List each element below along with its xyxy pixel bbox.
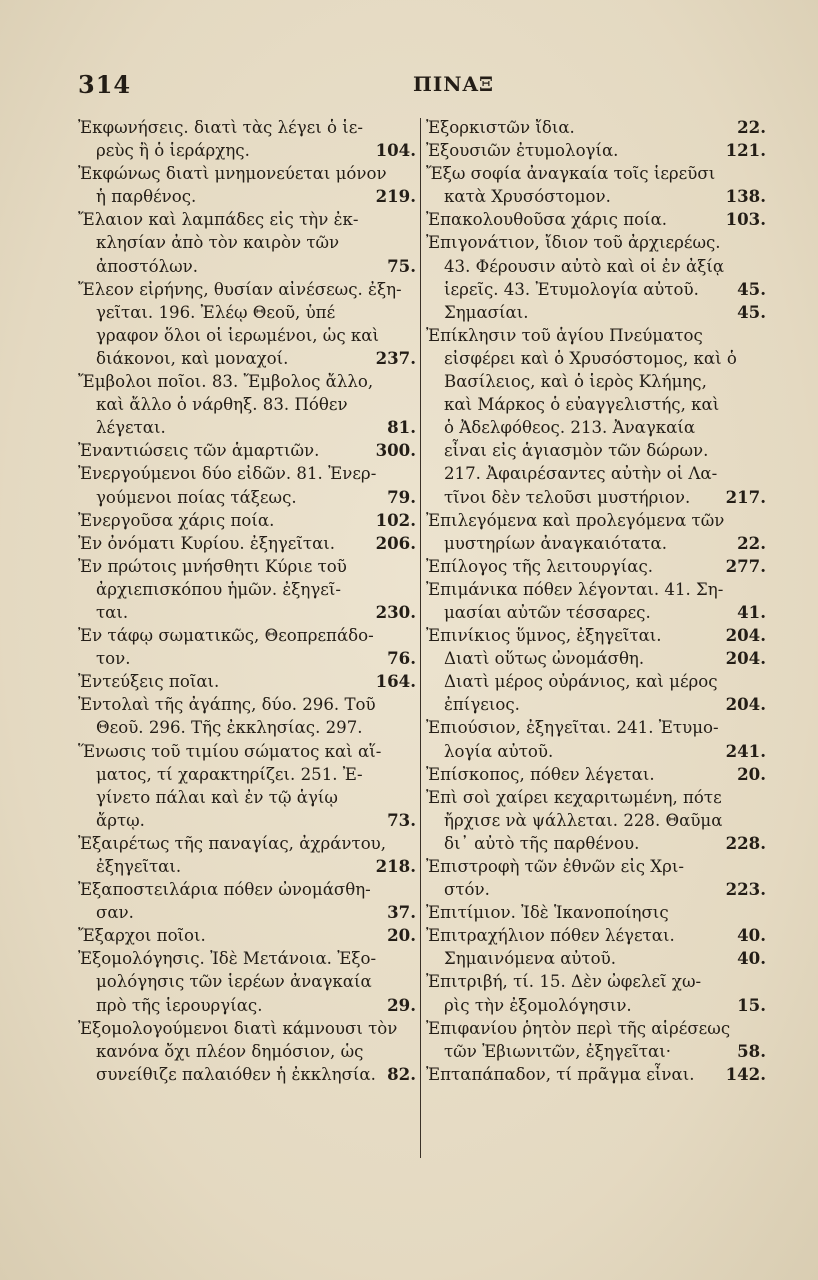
entry-text: Ἐνεργούμενοι δύο εἰδῶν. 81. Ἐνερ-	[78, 464, 377, 484]
page-reference: 103.	[725, 209, 766, 230]
index-entry	[426, 324, 766, 509]
entry-text: Διατὶ οὕτως ὠνομάσθη.	[444, 649, 645, 669]
entry-text: λογία αὐτοῦ.	[444, 741, 554, 761]
entry-line	[78, 924, 416, 947]
index-entry	[78, 740, 416, 832]
entry-text: Ἐπιφανίου ῥητὸν περὶ τῆς αἱρέσεως	[426, 1018, 731, 1038]
entry-text: μασίαι αὐτῶν τέσσαρες.	[444, 602, 651, 622]
index-entry	[426, 509, 766, 555]
page-reference: 277.	[725, 555, 766, 576]
page-reference: 164.	[375, 671, 416, 692]
page-reference: 76.	[387, 648, 416, 669]
index-column-right	[426, 116, 766, 1086]
entry-line	[78, 301, 416, 324]
entry-text: 217. Ἀφαιρέσαντες αὐτὴν οἱ Λα-	[444, 464, 718, 484]
entry-line	[78, 832, 416, 855]
entry-text: Ἐντεύξεις ποῖαι.	[78, 672, 220, 692]
entry-text: Ἐντολαὶ τῆς ἀγάπης, δύο. 296. Τοῦ	[78, 695, 376, 715]
entry-line	[78, 670, 416, 693]
entry-line	[78, 624, 416, 647]
index-entry	[426, 231, 766, 323]
entry-line	[426, 1040, 766, 1063]
entry-line	[78, 970, 416, 993]
entry-text: Ἐπινίκιος ὕμνος, ἐξηγεῖται.	[426, 626, 662, 646]
entry-line	[78, 740, 416, 763]
running-title: ΠΙΝΑΞ	[413, 72, 495, 96]
index-entry	[426, 970, 766, 1016]
entry-text: τῖνοι δὲν τελοῦσι μυστήριον.	[444, 487, 691, 507]
entry-text: μολόγησις τῶν ἱερέων ἀναγκαία	[96, 972, 372, 992]
entry-line	[78, 255, 416, 278]
entry-text: Ἐπίκλησιν τοῦ ἁγίου Πνεύματος	[426, 325, 703, 345]
entry-text: Ἐπιτραχήλιον πόθεν λέγεται.	[426, 926, 675, 946]
entry-text: Ἐπίλογος τῆς λειτουργίας.	[426, 556, 654, 576]
page-reference: 206.	[375, 532, 416, 553]
entry-text: στόν.	[444, 880, 490, 900]
page-reference: 29.	[387, 994, 416, 1015]
entry-line	[78, 947, 416, 970]
page-reference: 237.	[375, 347, 416, 368]
entry-text: Ἐπίσκοπος, πόθεν λέγεται.	[426, 764, 655, 784]
entry-line	[426, 809, 766, 832]
entry-line	[426, 162, 766, 185]
page-reference: 81.	[387, 417, 416, 438]
entry-line	[426, 116, 766, 139]
entry-line	[78, 1040, 416, 1063]
index-entry	[78, 924, 416, 947]
entry-line	[426, 601, 766, 624]
entry-line	[426, 901, 766, 924]
page-reference: 79.	[387, 486, 416, 507]
entry-line	[78, 855, 416, 878]
entry-text: Ἐξαποστειλάρια πόθεν ὠνομάσθη-	[78, 880, 371, 900]
index-entry	[78, 370, 416, 439]
entry-line	[78, 994, 416, 1017]
page-reference: 104.	[375, 140, 416, 161]
page-reference: 40.	[737, 948, 766, 969]
entry-text: Ἐν τάφῳ σωματικῶς, Θεοπρεπάδο-	[78, 626, 374, 646]
entry-line	[78, 901, 416, 924]
page-reference: 204.	[725, 625, 766, 646]
entry-text: Ἐν ὀνόματι Κυρίου. ἐξηγεῖται.	[78, 533, 336, 553]
entry-text: εἰσφέρει καὶ ὁ Χρυσόστομος, καὶ ὁ	[444, 348, 737, 368]
page-reference: 20.	[387, 925, 416, 946]
entry-line	[78, 439, 416, 462]
entry-text: διάκονοι, καὶ μοναχοί.	[96, 348, 289, 368]
entry-line	[426, 578, 766, 601]
page-reference: 45.	[737, 301, 766, 322]
index-entry	[426, 116, 766, 139]
entry-line	[426, 509, 766, 532]
entry-text: Ἔλαιον καὶ λαμπάδες εἰς τὴν ἐκ-	[78, 210, 359, 230]
entry-line	[78, 462, 416, 485]
index-entry	[426, 578, 766, 624]
entry-line	[78, 486, 416, 509]
entry-line	[78, 532, 416, 555]
page-reference: 45.	[737, 278, 766, 299]
index-entry	[78, 462, 416, 508]
entry-line	[426, 231, 766, 254]
index-entry	[78, 624, 416, 670]
entry-line	[426, 555, 766, 578]
entry-text: Ἐπὶ σοὶ χαίρει κεχαριτωμένη, πότε	[426, 787, 722, 807]
index-entry	[78, 208, 416, 277]
page-reference: 228.	[725, 832, 766, 853]
index-entry	[426, 139, 766, 162]
entry-text: ἡ παρθένος.	[96, 187, 197, 207]
entry-line	[426, 370, 766, 393]
entry-text: Ἔξαρχοι ποῖοι.	[78, 926, 206, 946]
entry-text: ἐπίγειος.	[444, 695, 520, 715]
index-entry	[426, 208, 766, 231]
entry-line	[426, 624, 766, 647]
page-reference: 204.	[725, 694, 766, 715]
page-reference: 40.	[737, 925, 766, 946]
entry-text: 43. Φέρουσιν αὐτὸ καὶ οἱ ἐν ἀξίᾳ	[444, 256, 725, 276]
index-entry	[426, 786, 766, 855]
index-entry	[78, 439, 416, 462]
entry-text: Ἐνεργοῦσα χάρις ποία.	[78, 510, 275, 530]
entry-text: Ἐπιλεγόμενα καὶ προλεγόμενα τῶν	[426, 510, 725, 530]
entry-text: Ἐπιτριβή, τί. 15. Δὲν ὠφελεῖ χω-	[426, 972, 702, 992]
entry-line	[426, 324, 766, 347]
index-entry	[426, 162, 766, 208]
entry-line	[78, 278, 416, 301]
index-entry	[78, 878, 416, 924]
entry-text: Ἔλεον εἰρήνης, θυσίαν αἰνέσεως. ἐξη-	[78, 279, 402, 299]
page-reference: 219.	[375, 186, 416, 207]
entry-line	[426, 1017, 766, 1040]
index-entry	[78, 693, 416, 739]
entry-line	[426, 647, 766, 670]
page-reference: 75.	[387, 255, 416, 276]
entry-text: μυστηρίων ἀναγκαιότατα.	[444, 533, 668, 553]
entry-text: Ἐπιούσιον, ἐξηγεῖται. 241. Ἐτυμο-	[426, 718, 719, 738]
entry-text: ἱερεῖς. 43. Ἐτυμολογία αὐτοῦ.	[444, 279, 699, 299]
page-reference: 204.	[725, 648, 766, 669]
index-entry	[426, 1063, 766, 1086]
entry-line	[426, 462, 766, 485]
page-reference: 15.	[737, 994, 766, 1015]
page-reference: 138.	[725, 186, 766, 207]
entry-text: κανόνα ὄχι πλέον δημόσιον, ὡς	[96, 1041, 364, 1061]
entry-line	[426, 1063, 766, 1086]
entry-line	[78, 208, 416, 231]
entry-line	[426, 716, 766, 739]
index-entry	[78, 278, 416, 370]
page-reference: 218.	[375, 856, 416, 876]
entry-text: γίνετο πάλαι καὶ ἐν τῷ ἁγίῳ	[96, 787, 338, 807]
entry-line	[426, 994, 766, 1017]
page-reference: 58.	[737, 1040, 766, 1061]
entry-line	[426, 855, 766, 878]
entry-line	[426, 139, 766, 162]
page-reference: 73.	[387, 809, 416, 830]
index-entry	[426, 763, 766, 786]
entry-text: ἤρχισε νὰ ψάλλεται. 228. Θαῦμα	[444, 810, 723, 830]
entry-text: Ἐξουσιῶν ἐτυμολογία.	[426, 141, 619, 161]
entry-text: Θεοῦ. 296. Τῆς ἐκκλησίας. 297.	[96, 718, 363, 738]
index-entry	[426, 1017, 766, 1063]
entry-line	[78, 509, 416, 532]
entry-line	[78, 786, 416, 809]
page-reference: 230.	[375, 601, 416, 622]
entry-line	[78, 347, 416, 370]
entry-text: ρεὺς ἢ ὁ ἱεράρχης.	[96, 141, 250, 161]
page-reference: 223.	[725, 879, 766, 900]
entry-text: εἶναι εἰς ἁγιασμὸν τῶν δώρων.	[444, 441, 709, 461]
entry-text: λέγεται.	[96, 418, 166, 438]
entry-line	[426, 693, 766, 716]
entry-text: ματος, τί χαρακτηρίζει. 251. Ἐ-	[96, 764, 363, 784]
index-entry	[426, 901, 766, 924]
entry-line	[426, 185, 766, 208]
entry-text: σαν.	[96, 903, 134, 923]
entry-line	[426, 393, 766, 416]
entry-text: Ἐξομολογούμενοι διατὶ κάμνουσι τὸν	[78, 1018, 398, 1038]
page-header	[78, 70, 768, 104]
entry-line	[78, 578, 416, 601]
entry-line	[78, 416, 416, 439]
entry-line	[426, 670, 766, 693]
entry-line	[78, 1017, 416, 1040]
entry-line	[78, 809, 416, 832]
entry-text: Ἕνωσις τοῦ τιμίου σώματος καὶ αἵ-	[78, 741, 382, 761]
entry-line	[426, 947, 766, 970]
entry-line	[426, 301, 766, 324]
entry-text: Ἐξορκιστῶν ἴδια.	[426, 118, 575, 137]
entry-text: Σημαινόμενα αὐτοῦ.	[444, 949, 617, 969]
entry-text: Ἐπιστροφὴ τῶν ἐθνῶν εἰς Χρι-	[426, 857, 684, 876]
entry-line	[426, 832, 766, 855]
entry-line	[78, 1063, 416, 1086]
entry-text: Βασίλειος, καὶ ὁ ἱερὸς Κλήμης,	[444, 372, 707, 392]
entry-text: κλησίαν ἀπὸ τὸν καιρὸν τῶν	[96, 233, 340, 253]
entry-text: πρὸ τῆς ἱερουργίας.	[96, 995, 263, 1015]
index-entry	[78, 162, 416, 208]
entry-text: Ἐξαιρέτως τῆς παναγίας, ἀχράντου,	[78, 833, 387, 853]
entry-line	[426, 255, 766, 278]
page-reference: 300.	[375, 440, 416, 461]
entry-text: δι᾽ αὐτὸ τῆς παρθένου.	[444, 833, 640, 853]
entry-text: ρὶς τὴν ἐξομολόγησιν.	[444, 995, 632, 1015]
entry-line	[78, 647, 416, 670]
entry-line	[426, 439, 766, 462]
column-divider	[420, 118, 421, 1158]
entry-line	[426, 347, 766, 370]
entry-line	[78, 231, 416, 254]
entry-line	[426, 486, 766, 509]
index-column-left	[78, 116, 416, 1086]
entry-line	[426, 416, 766, 439]
entry-line	[78, 393, 416, 416]
entry-text: ἀποστόλων.	[96, 256, 199, 276]
entry-text: Ἐναντιώσεις τῶν ἁμαρτιῶν.	[78, 441, 320, 461]
entry-line	[78, 324, 416, 347]
index-entry	[78, 555, 416, 624]
entry-line	[426, 532, 766, 555]
index-entry	[78, 116, 416, 162]
entry-text: γούμενοι ποίας τάξεως.	[96, 487, 297, 507]
entry-text: ἀρχιεπισκόπου ἡμῶν. ἐξηγεῖ-	[96, 579, 341, 599]
entry-line	[426, 970, 766, 993]
page-reference: 121.	[725, 140, 766, 161]
index-entry	[78, 1017, 416, 1086]
entry-text: καὶ Μάρκος ὁ εὐαγγελιστής, καὶ	[444, 395, 720, 415]
entry-line	[426, 740, 766, 763]
entry-text: Σημασίαι.	[444, 302, 529, 322]
entry-text: τον.	[96, 649, 131, 669]
entry-text: Ἐπταπάπαδον, τί πρᾶγμα εἶναι.	[426, 1064, 695, 1084]
page-reference: 41.	[737, 601, 766, 622]
entry-text: Ἐπιγονάτιον, ἴδιον τοῦ ἀρχιερέως.	[426, 233, 721, 253]
entry-line	[78, 555, 416, 578]
entry-line	[426, 786, 766, 809]
entry-line	[78, 370, 416, 393]
index-entry	[426, 924, 766, 970]
page-number: 314	[78, 70, 132, 99]
page-reference: 20.	[737, 763, 766, 784]
entry-text: κατὰ Χρυσόστομον.	[444, 187, 611, 207]
page-reference: 82.	[387, 1063, 416, 1084]
index-entry	[78, 947, 416, 1016]
entry-line	[78, 601, 416, 624]
entry-line	[426, 763, 766, 786]
entry-text: γραφον ὅλοι οἱ ἱερωμένοι, ὡς καὶ	[96, 325, 379, 345]
index-entry	[426, 716, 766, 762]
entry-text: ἄρτῳ.	[96, 810, 145, 830]
entry-text: Ἔμβολοι ποῖοι. 83. Ἔμβολος ἄλλο,	[78, 372, 374, 392]
entry-text: ται.	[96, 602, 129, 622]
page-reference: 22.	[737, 117, 766, 137]
entry-line	[78, 693, 416, 716]
entry-text: Ἐπακολουθοῦσα χάρις ποία.	[426, 210, 668, 230]
page-reference: 217.	[725, 486, 766, 507]
entry-line	[426, 924, 766, 947]
index-entry	[78, 509, 416, 532]
entry-text: Ἐν πρώτοις μνήσθητι Κύριε τοῦ	[78, 556, 347, 576]
entry-text: Ἐξομολόγησις. Ἰδὲ Μετάνοια. Ἐξο-	[78, 949, 377, 969]
index-entry	[426, 555, 766, 578]
entry-line	[78, 185, 416, 208]
entry-line	[78, 139, 416, 162]
entry-line	[78, 162, 416, 185]
entry-line	[426, 278, 766, 301]
page-reference: 102.	[375, 509, 416, 530]
index-entry	[426, 624, 766, 716]
index-entry	[426, 855, 766, 901]
entry-line	[78, 878, 416, 901]
index-entry	[78, 832, 416, 878]
page-reference: 37.	[387, 902, 416, 923]
entry-text: Ἔξω σοφία ἀναγκαία τοῖς ἱερεῦσι	[426, 164, 716, 184]
entry-line	[78, 116, 416, 139]
entry-text: συνείθιζε παλαιόθεν ἡ ἐκκλησία.	[96, 1064, 376, 1084]
page-reference: 22.	[737, 532, 766, 553]
entry-text: ὁ Ἀδελφόθεος. 213. Ἀναγκαία	[444, 418, 696, 438]
entry-text: Ἐπιμάνικα πόθεν λέγονται. 41. Ση-	[426, 579, 724, 599]
index-entry	[78, 532, 416, 555]
entry-line	[78, 716, 416, 739]
entry-line	[78, 763, 416, 786]
entry-text: ἐξηγεῖται.	[96, 857, 182, 876]
entry-line	[426, 878, 766, 901]
entry-text: τῶν Ἐβιωνιτῶν, ἐξηγεῖται·	[444, 1041, 671, 1061]
entry-text: Διατὶ μέρος οὐράνιος, καὶ μέρος	[444, 672, 718, 692]
entry-text: Ἐκφώνως διατὶ μνημονεύεται μόνον	[78, 164, 387, 184]
page-reference: 241.	[725, 740, 766, 761]
entry-text: καὶ ἄλλο ὁ νάρθηξ. 83. Πόθεν	[96, 395, 348, 415]
entry-text: Ἐκφωνήσεις. διατὶ τὰς λέγει ὁ ἱε-	[78, 118, 363, 137]
entry-text: γεῖται. 196. Ἐλέῳ Θεοῦ, ὑπέ	[96, 302, 336, 322]
entry-text: Ἐπιτίμιον. Ἰδὲ Ἱκανοποίησις	[426, 903, 669, 923]
index-entry	[78, 670, 416, 693]
entry-line	[426, 208, 766, 231]
page-reference: 142.	[725, 1063, 766, 1084]
